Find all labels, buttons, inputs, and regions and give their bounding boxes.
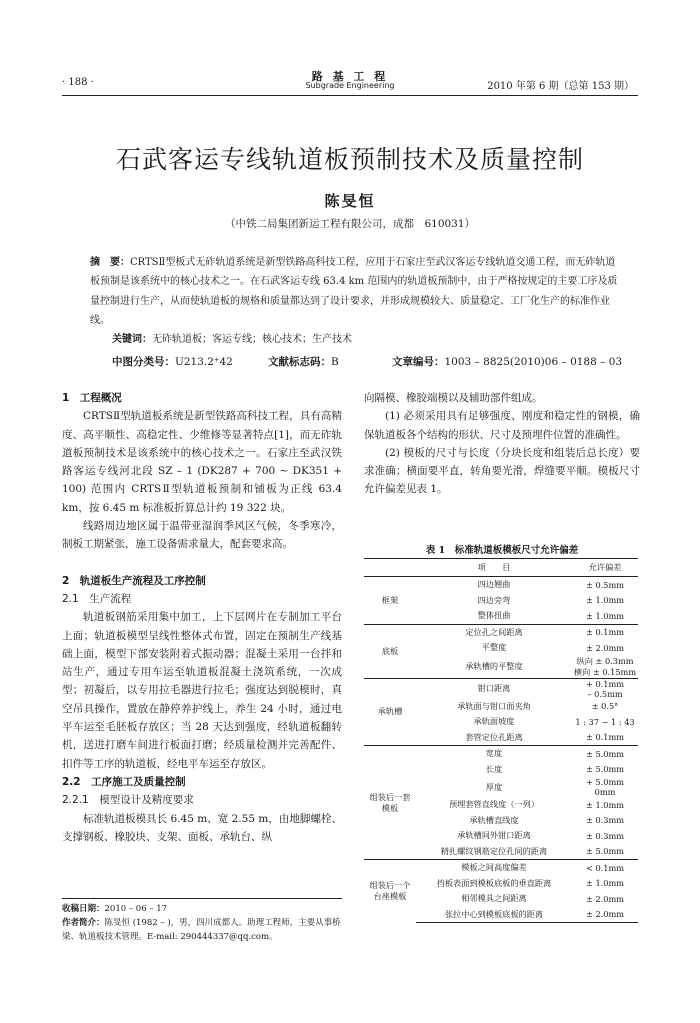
table-category-cell: 底板 (364, 624, 416, 678)
table-item-cell: 张拉中心到模板底板的距离 (416, 907, 572, 923)
table-tolerance-cell (572, 891, 638, 907)
tolerance-value: ± 2.0mm (585, 893, 624, 904)
tolerance-value: < 0.1mm (585, 862, 624, 873)
keywords (112, 330, 352, 345)
table-tolerance-cell (572, 828, 638, 844)
table-item-cell: 定位孔之间距离 (416, 624, 572, 640)
table-item-cell: 长度 (485, 763, 503, 774)
tolerance-value: ± 5.0mm (585, 846, 624, 857)
tolerance-value: ± 2.0mm (585, 642, 624, 653)
table-tolerance-cell (572, 678, 638, 699)
footnote-rule (62, 898, 342, 899)
section-2-2-1-para: 标准轨道板模具长 6.45 m、宽 2.55 m，由地脚螺栓、支撑钢板、橡胶块、支架、面板、承轨台、纵 (62, 812, 342, 843)
table-item-cell: 模板之间高度偏差 (416, 860, 572, 876)
table-row (364, 746, 638, 762)
table-item-cell: 预埋套管直线度（一列） (448, 799, 540, 810)
table-tolerance-cell (572, 844, 638, 860)
article-number (392, 354, 622, 369)
table-tolerance-cell (572, 777, 638, 797)
tolerance-value: ± 1.0mm (585, 878, 624, 889)
received-date (62, 902, 342, 916)
table-tolerance-cell (572, 907, 638, 923)
right-para-0: 向隔模、橡胶端模以及辅助部件组成。 (364, 392, 543, 404)
tolerance-value: ± 5.0mm (585, 764, 624, 775)
table-tolerance-cell (572, 762, 638, 778)
table-tolerance-cell (572, 577, 638, 593)
right-column (364, 389, 640, 499)
table-tolerance-cell (572, 640, 638, 656)
table-item-cell: 挡板表面到模板底板的垂直距离 (436, 877, 552, 888)
section-1-heading: 1 工程概况 (62, 392, 122, 404)
keywords-text: 无砟轨道板；客运专线；核心技术；生产技术 (152, 334, 352, 345)
table-item-cell: 承轨面坡度 (473, 716, 515, 727)
abstract (90, 253, 618, 331)
doc-code-label: 文献标志码： (268, 356, 331, 368)
keywords-label: 关键词： (112, 334, 152, 345)
table-tolerance-cell (572, 860, 638, 876)
table-tolerance-cell (572, 876, 638, 892)
bio-label: 作者简介： (62, 918, 105, 928)
section-2-2-1-heading: 2.2.1 模型设计及精度要求 (62, 794, 194, 807)
section-2-heading: 2 轨道板生产流程及工序控制 (62, 574, 206, 587)
spacer (62, 554, 342, 572)
table-item-cell: 承轨槽直线度 (469, 814, 519, 825)
table-row (364, 678, 638, 699)
section-1-para-2: 线路周边地区属于温带亚湿润季风区气候，冬季寒冷，制板工期紧张，施工设备需求量大，配套要求高。 (62, 520, 342, 551)
issue-info: 2010 年第 6 期（总第 153 期） (487, 81, 634, 92)
table-item-cell: 厚度 (485, 781, 503, 792)
tolerance-value: 纵向 ± 0.3mm (576, 655, 634, 666)
table-tolerance-cell (572, 730, 638, 746)
received-value: 2010 – 06 – 17 (104, 904, 168, 914)
journal-name-en: Subgrade Engineering (305, 81, 395, 90)
table-tolerance-cell (572, 593, 638, 609)
section-1-para-1: CRTSⅡ型轨道板系统是新型铁路高科技工程，具有高精度、高平顺性、高稳定性、少维修等显著特点[1]，而无砟轨道板预制技术是该系统中的核心技术之一。石家庄至武汉铁路客运专线河北段 SZ – 1 (DK287 + 700 ~ DK351 + 100) 范围内 CRTSⅡ型轨道板预制和铺板为正线 63.4 km，按 6.45 m 标准板折算总计约 19 322 块。 (62, 410, 342, 514)
section-2-2-heading: 2.2 工序施工及质量控制 (62, 775, 186, 788)
author-bio (62, 916, 342, 944)
table-tolerance-cell (572, 813, 638, 829)
table-item-cell: 承轨面与钳口面夹角 (457, 700, 531, 711)
right-para-2: (2) 模板的尺寸与长度（分块长度和组装后总长度）要求准确；横面要平直，转角要光滑，焊缝要平顺。模板尺寸允许偏差见表 1。 (364, 446, 640, 496)
table-row (364, 624, 638, 640)
tolerance-value: + 5.0mm (585, 777, 624, 787)
table-header-row (364, 559, 638, 577)
table-tolerance-cell (572, 797, 638, 813)
table-item-cell: 相邻模具之间距离 (461, 893, 527, 904)
tolerance-value: ± 0.5° (591, 701, 619, 712)
section-2-1-para: 轨道板钢筋采用集中加工，上下层网片在专制加工平台上面；轨道板模型呈线性整体式布置，固定在预制生产线基础上面，模型下部安装附着式振动器；混凝土采用一台拌和站生产，通过专用车运至轨道板混凝土浇筑系统，一次成型；初凝后，以专用拉毛器进行拉毛；强度达到脱模时，真空吊具操作，置放在静停养护线上，养生 24 小时，通过电平车运至毛胚板存放区；当 28 天达到强度，经轨道板翻转机，送进打磨车间进行板面打磨；经质量检测并完善配件、扣件等工序的轨道板，经电平车运至存放区。 (62, 611, 342, 770)
abstract-label: 摘 要： (90, 257, 130, 268)
table-category-cell: 框架 (364, 577, 416, 625)
bio-text: 陈旻恒 (1982 – )，男，四川成都人。助理工程师，主要从事桥梁、轨道板技术管理。E-mail: 290444337@qq.com。 (62, 918, 341, 942)
tolerance-value-2: – 0.5mm (587, 688, 623, 699)
table-category-cell: 承轨槽 (364, 678, 416, 746)
table-tolerance-cell (572, 608, 638, 624)
received-label: 收稿日期： (62, 904, 105, 914)
tolerance-value: ± 1.0mm (585, 595, 624, 606)
table-header-tolerance: 允许偏差 (572, 559, 638, 577)
table-header-category (364, 559, 416, 577)
tolerance-value: ± 1.0mm (585, 610, 624, 621)
left-column (62, 389, 342, 846)
tolerance-value: ± 1.0mm (585, 799, 624, 810)
page-number: · 188 · (62, 77, 94, 88)
table-item-cell: 四边翘曲 (416, 577, 572, 593)
tolerance-value: ± 0.3mm (585, 815, 624, 826)
tolerance-table (364, 558, 638, 923)
table-header-item: 项 目 (416, 559, 572, 577)
table-item-cell: 承轨槽间外钳口距离 (457, 830, 531, 841)
table-row (364, 577, 638, 593)
table-1-title: 表 1 标准轨道板模板尺寸允许偏差 (425, 545, 579, 556)
table-tolerance-cell (572, 714, 638, 730)
tolerance-value: ± 0.1mm (585, 732, 624, 743)
journal-name: 路 基 工 程 (311, 70, 389, 83)
table-item-cell: 整体扭曲 (477, 610, 511, 621)
table-item-cell: 钳口距离 (416, 678, 572, 699)
table-item-cell: 宽度 (416, 746, 572, 762)
table-tolerance-cell (572, 699, 638, 715)
doc-code-value: B (331, 356, 339, 368)
table-tolerance-cell (572, 624, 638, 640)
table-category-cell: 组装后一个台座模板 (364, 860, 416, 923)
header-rule (62, 95, 638, 96)
section-2-1-heading: 2.1 生产流程 (62, 592, 132, 605)
tolerance-value: ± 2.0mm (585, 909, 624, 920)
footnote (62, 902, 342, 944)
tolerance-value-2: 横向 ± 0.15mm (573, 666, 637, 677)
tolerance-value: ± 0.5mm (585, 579, 624, 590)
table-row (364, 860, 638, 876)
table-tolerance-cell (572, 656, 638, 679)
clc-number (112, 354, 233, 369)
article-no-value: 1003 – 8825(2010)06 – 0188 – 03 (444, 356, 623, 368)
clc-value: U213.2⁺42 (175, 356, 233, 368)
affiliation: （中铁二局集团新运工程有限公司，成都 610031） (224, 218, 476, 230)
right-para-1: (1) 必须采用具有足够强度、刚度和稳定性的钢模，确保轨道板各个结构的形状、尺寸及预埋件位置的准确性。 (364, 410, 640, 441)
article-title: 石武客运专线轨道板预制技术及质量控制 (115, 145, 584, 174)
tolerance-value: 1 : 37 ~ 1 : 43 (575, 716, 635, 727)
author-name: 陈旻恒 (324, 192, 376, 210)
table-item-cell: 承轨槽的平整度 (465, 661, 523, 671)
doc-code (268, 354, 339, 369)
tolerance-value-2: 0mm (594, 787, 616, 797)
table-item-cell: 精扎螺纹钢筋定位孔间的距离 (440, 845, 548, 856)
tolerance-value: ± 5.0mm (585, 748, 624, 759)
table-item-cell: 四边旁弯 (477, 594, 511, 605)
clc-label: 中图分类号： (112, 356, 175, 368)
table-category-cell: 组装后一套模板 (364, 746, 416, 860)
table-tolerance-cell (572, 746, 638, 762)
tolerance-value: ± 0.1mm (585, 627, 624, 638)
article-no-label: 文章编号： (392, 356, 445, 368)
tolerance-value: ± 0.3mm (585, 830, 624, 841)
tolerance-value: + 0.1mm (585, 678, 624, 689)
abstract-text: CRTSⅡ型板式无砟轨道系统是新型铁路高科技工程，应用于石家庄至武汉客运专线轨道交通工程，而无砟轨道板预制是该系统中的核心技术之一。在石武客运专线 63.4 km 范围内的轨道板预制中，由于严格按规定的主要工序及质量控制进行生产，从而使轨道板的规格和质量都达到了设计要求，并形成规模较大、质量稳定、工厂化生产的标准作业线。 (90, 257, 618, 327)
table-item-cell: 套管定位孔距离 (465, 731, 523, 742)
table-item-cell: 平整度 (481, 642, 507, 653)
